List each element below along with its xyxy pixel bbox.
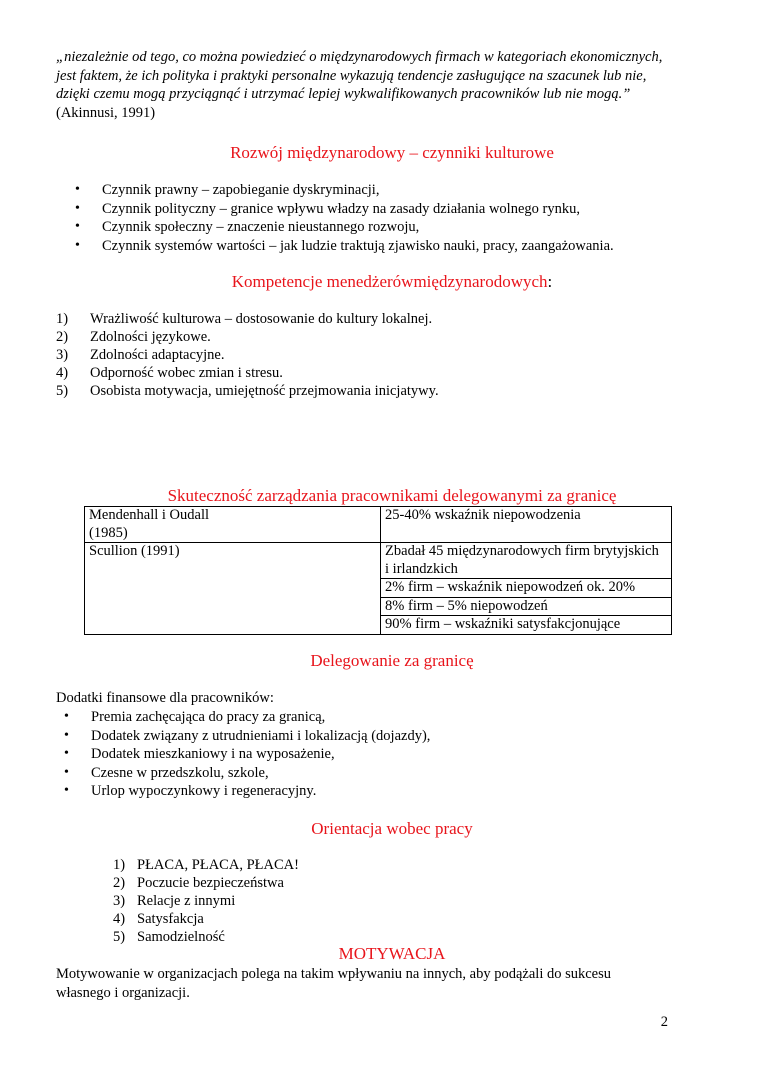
delegation-table — [84, 506, 672, 635]
list-item — [113, 874, 713, 892]
list-number: 3) — [56, 347, 69, 363]
list-number: 5) — [56, 383, 69, 399]
list-number: 2) — [113, 875, 126, 891]
list-number: 2) — [56, 329, 69, 345]
heading-delegation-effectiveness: Skuteczność zarządzania pracownikami delegowanymi za granicę — [167, 486, 617, 505]
list-item — [56, 364, 726, 382]
list-text: Satysfakcja — [137, 911, 204, 927]
list-number: 1) — [56, 311, 69, 327]
list-item: • Czynnik systemów wartości – jak ludzie traktują zjawisko nauki, pracy, zaangażowania. — [102, 237, 732, 256]
list-item: • Czesne w przedszkolu, szkole, — [91, 764, 731, 783]
list-text: Zdolności językowe. — [90, 329, 211, 345]
quote-line: jest faktem, że ich polityka i praktyki personalne wykazują tendencje zasługujące na szacunek lub nie, — [56, 67, 647, 84]
heading-cultural-factors: Rozwój międzynarodowy – czynniki kulturowe — [230, 143, 554, 162]
list-item — [56, 328, 726, 346]
list-item: • Premia zachęcająca do pracy za granicą, — [91, 708, 731, 727]
list-number: 4) — [113, 911, 126, 927]
list-text: Osobista motywacja, umiejętność przejmowania inicjatywy. — [90, 383, 439, 399]
table-cell: 8% firm – 5% niepowodzeń — [381, 597, 672, 616]
list-number: 1) — [113, 857, 126, 873]
list-text: PŁACA, PŁACA, PŁACA! — [137, 857, 299, 873]
list-number: 5) — [113, 929, 126, 945]
list-text: Relacje z innymi — [137, 893, 236, 909]
table-row — [85, 507, 672, 543]
cultural-factors-list — [102, 181, 732, 255]
heading-motivation: MOTYWACJA — [338, 944, 446, 963]
list-item — [56, 346, 726, 364]
competences-list — [56, 310, 726, 400]
cell-text: i irlandzkich — [385, 560, 458, 577]
work-orientation-list — [113, 856, 713, 946]
list-text: Odporność wobec zmian i stresu. — [90, 365, 283, 381]
list-text: Wrażliwość kulturowa – dostosowanie do kultury lokalnej. — [90, 311, 433, 327]
paragraph-line: własnego i organizacji. — [56, 985, 190, 1001]
heading-text: Kompetencje menedżerówmiędzynarodowych — [231, 272, 548, 291]
list-text: Zdolności adaptacyjne. — [90, 347, 225, 363]
quote-line: dzięki czemu mogą przyciągnąć i utrzymać lepiej wykwalifikowanych pracowników lub nie mogą.” — [56, 86, 631, 102]
table-cell: 25-40% wskaźnik niepowodzenia — [381, 507, 672, 543]
table-cell — [381, 543, 672, 579]
cell-text: Zbadał 45 międzynarodowych firm brytyjskich — [385, 543, 659, 559]
list-item: • Czynnik społeczny – znaczenie nieustannego rozwoju, — [102, 218, 732, 237]
heading-delegation-abroad: Delegowanie za granicę — [310, 651, 474, 670]
table-cell — [85, 507, 381, 543]
table-row — [85, 543, 672, 579]
list-item: • Dodatek związany z utrudnieniami i lokalizacją (dojazdy), — [91, 727, 731, 746]
allowances-list — [91, 708, 731, 801]
list-text: Poczucie bezpieczeństwa — [137, 875, 284, 891]
table-cell: 2% firm – wskaźnik niepowodzeń ok. 20% — [381, 579, 672, 598]
cell-text: Mendenhall i Oudall — [89, 507, 210, 523]
quote-citation: (Akinnusi, 1991) — [56, 104, 156, 121]
table-cell: 90% firm – wskaźniki satysfakcjonujące — [381, 616, 672, 635]
list-item — [113, 910, 713, 928]
list-item: • Dodatek mieszkaniowy i na wyposażenie, — [91, 745, 731, 764]
cell-text: (1985) — [89, 524, 128, 541]
table-cell: Scullion (1991) — [85, 543, 381, 635]
paragraph-line: Motywowanie w organizacjach polega na takim wpływaniu na innych, aby podążali do sukcesu — [56, 966, 612, 982]
quote-line: „niezależnie od tego, co można powiedzieć o międzynarodowych firmach w kategoriach ekonomicznych, — [56, 49, 663, 65]
list-number: 4) — [56, 365, 69, 381]
heading-colon: : — [547, 272, 553, 291]
list-item: • Czynnik polityczny – granice wpływu władzy na zasady działania wolnego rynku, — [102, 200, 732, 219]
allowances-intro: Dodatki finansowe dla pracowników: — [56, 690, 274, 706]
list-item: • Czynnik prawny – zapobieganie dyskryminacji, — [102, 181, 732, 200]
intro-quote — [56, 48, 726, 122]
list-item — [56, 310, 726, 328]
list-text: Samodzielność — [137, 929, 225, 945]
heading-work-orientation: Orientacja wobec pracy — [311, 819, 473, 838]
motivation-paragraph — [56, 965, 736, 1003]
list-item — [56, 382, 726, 400]
page-number: 2 — [660, 1014, 668, 1030]
list-item: • Urlop wypoczynkowy i regeneracyjny. — [91, 782, 731, 801]
list-item — [113, 892, 713, 910]
list-number: 3) — [113, 893, 126, 909]
list-item — [113, 856, 713, 874]
heading-manager-competences — [56, 272, 728, 292]
